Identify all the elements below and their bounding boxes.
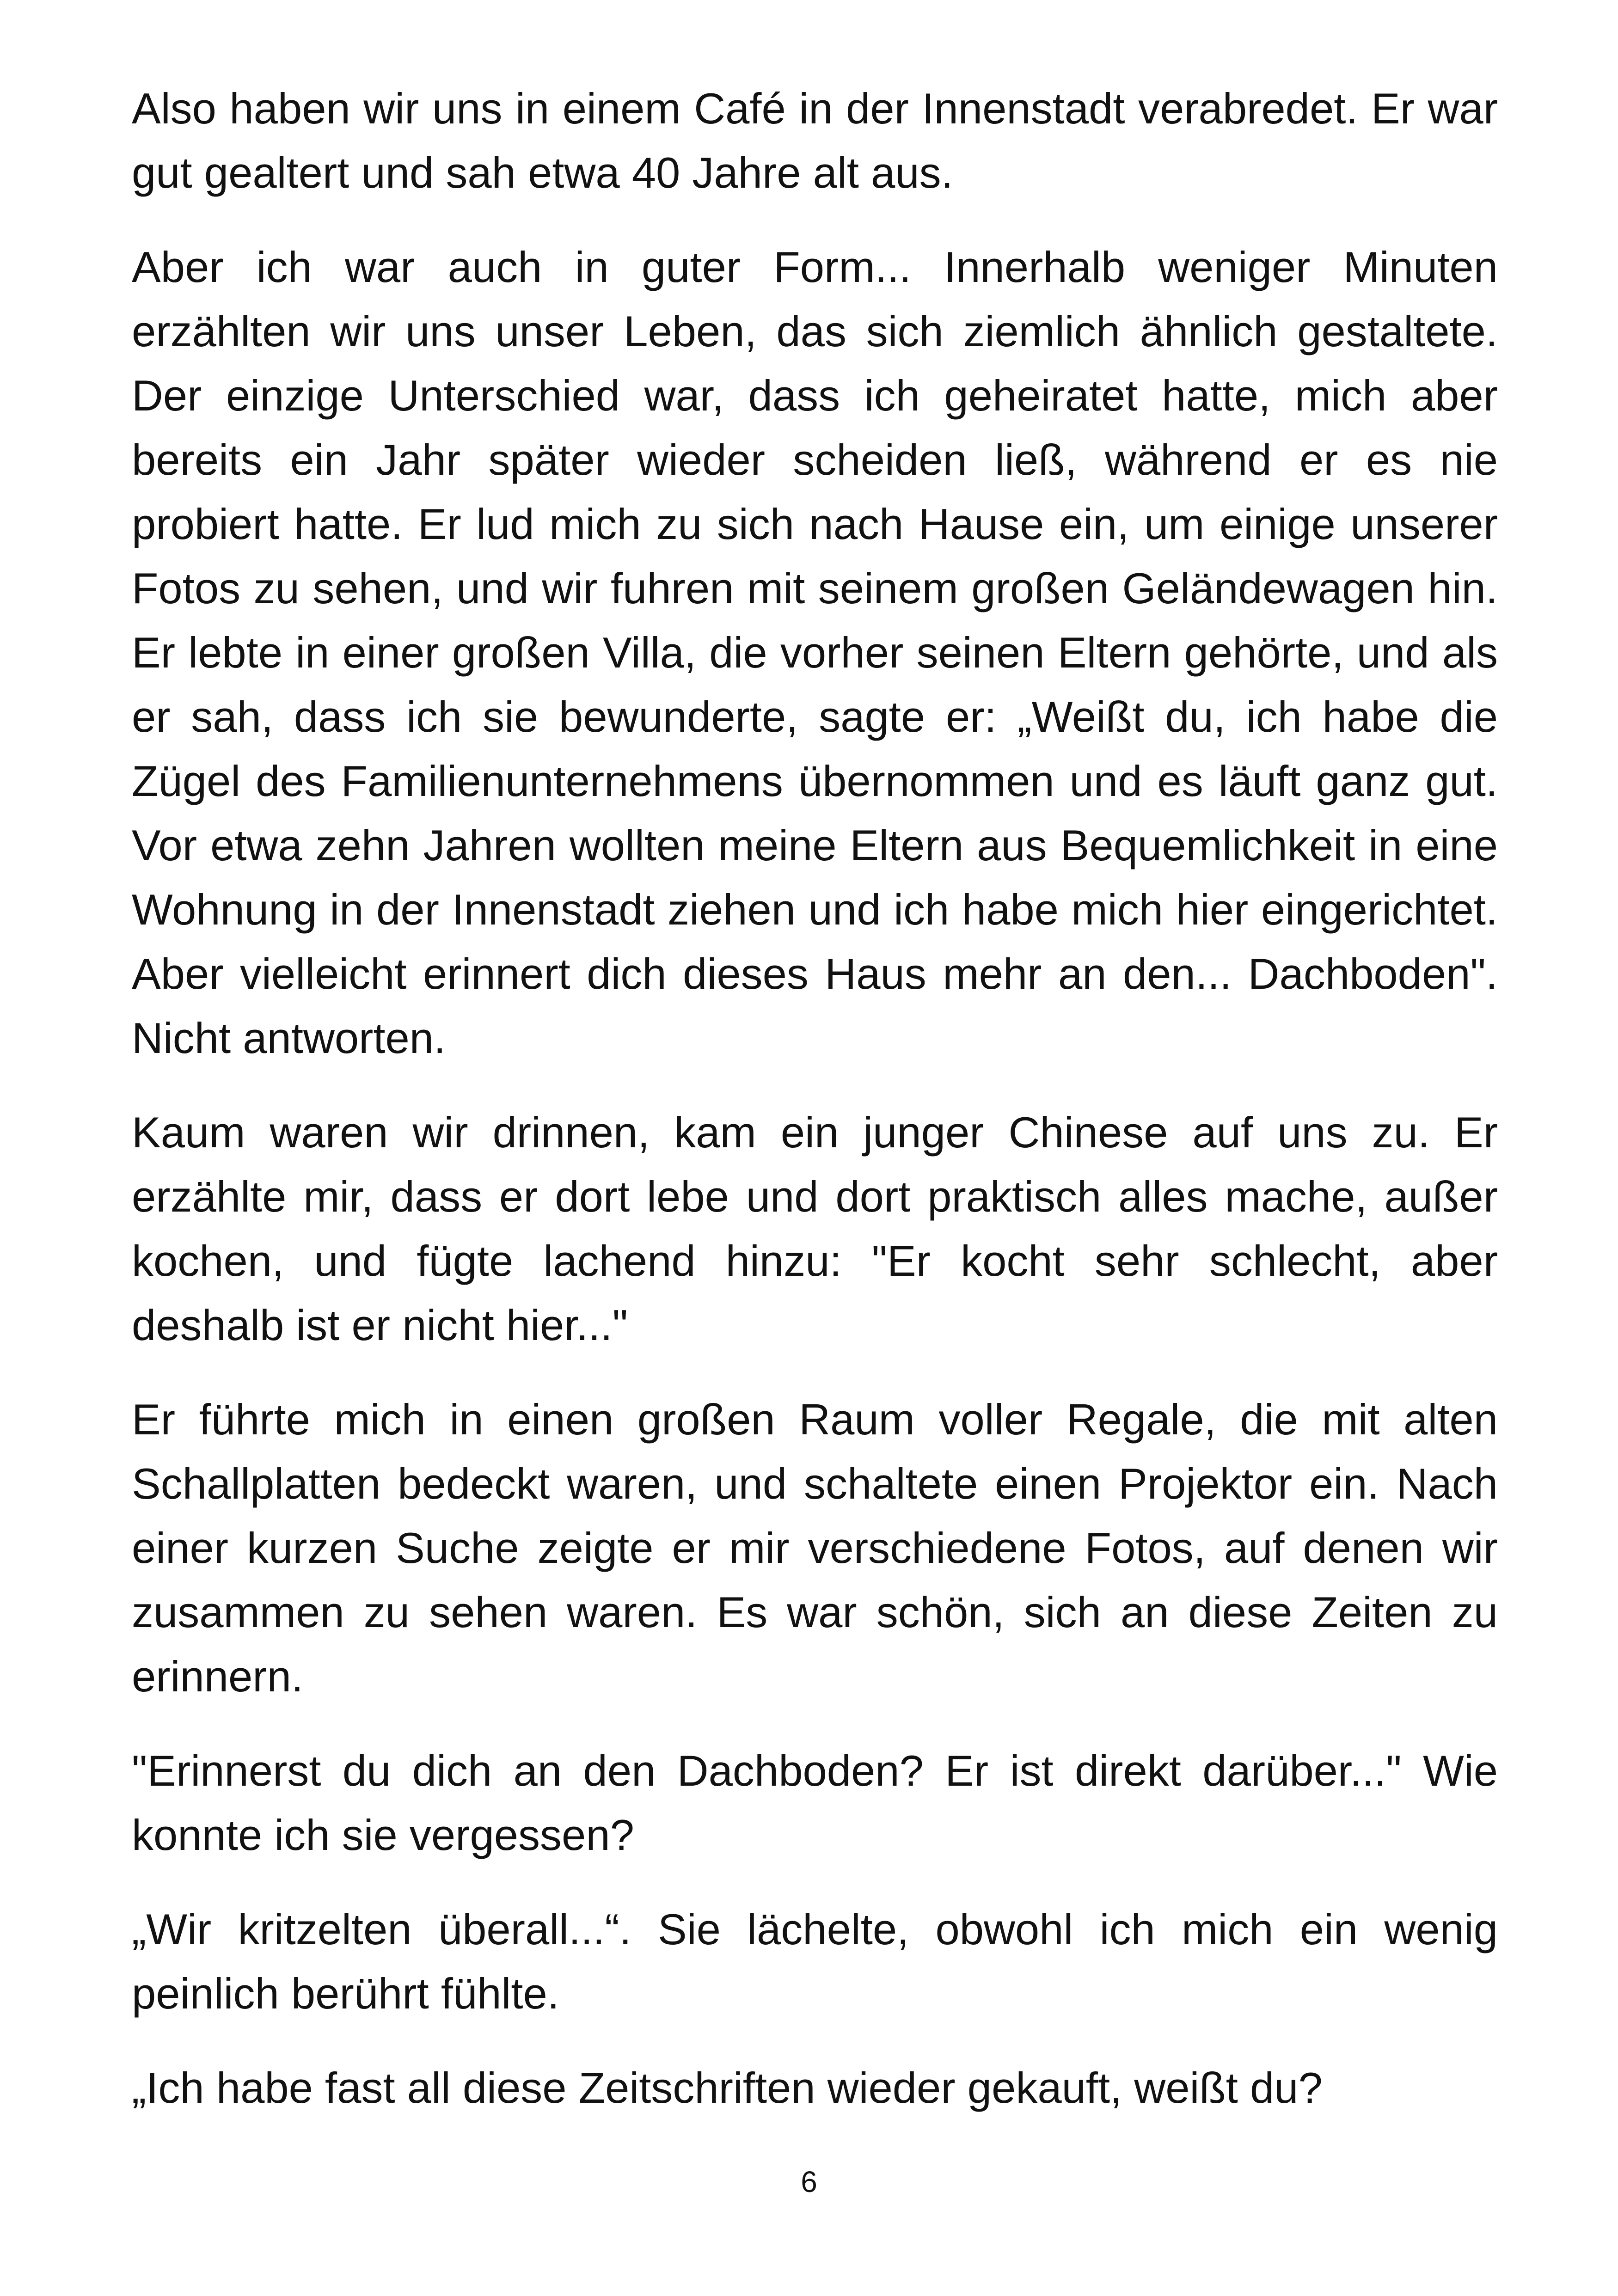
page-number: 6 (801, 2165, 817, 2198)
paragraph: Kaum waren wir drinnen, kam ein junger Chinese auf uns zu. Er erzählte mir, dass er dort lebe und dort praktisch alles mache, außer kochen, und fügte lachend hinzu: "Er kocht sehr schlecht, aber deshalb ist er nicht hier..." (132, 1108, 1498, 1349)
paragraph: „Wir kritzelten überall...“. Sie lächelte, obwohl ich mich ein wenig peinlich berührt fühlte. (132, 1905, 1498, 2018)
paragraph: "Erinnerst du dich an den Dachboden? Er ist direkt darüber..." Wie konnte ich sie vergessen? (132, 1746, 1498, 1859)
body-text (132, 76, 1498, 2120)
paragraph: Aber ich war auch in guter Form... Innerhalb weniger Minuten erzählten wir uns unser Leben, das sich ziemlich ähnlich gestaltete. Der einzige Unterschied war, dass ich geheiratet hatte, mich aber bereits ein Jahr später wieder scheiden ließ, während er es nie probiert hatte. Er lud mich zu sich nach Hause ein, um einige unserer Fotos zu sehen, und wir fuhren mit seinem großen Geländewagen hin. Er lebte in einer großen Villa, die vorher seinen Eltern gehörte, und als er sah, dass ich sie bewunderte, sagte er: „Weißt du, ich habe die Zügel des Familienunternehmens übernommen und es läuft ganz gut. Vor etwa zehn Jahren wollten meine Eltern aus Bequemlichkeit in eine Wohnung in der Innenstadt ziehen und ich habe mich hier eingerichtet. Aber vielleicht erinnert dich dieses Haus mehr an den... Dachboden". Nicht antworten. (132, 243, 1498, 1062)
paragraph: „Ich habe fast all diese Zeitschriften wieder gekauft, weißt du? (132, 2063, 1323, 2112)
paragraph: Also haben wir uns in einem Café in der Innenstadt verabredet. Er war gut gealtert und sah etwa 40 Jahre alt aus. (132, 84, 1498, 197)
paragraph: Er führte mich in einen großen Raum voller Regale, die mit alten Schallplatten bedeckt waren, und schaltete einen Projektor ein. Nach einer kurzen Suche zeigte er mir verschiedene Fotos, auf denen wir zusammen zu sehen waren. Es war schön, sich an diese Zeiten zu erinnern. (132, 1395, 1498, 1701)
